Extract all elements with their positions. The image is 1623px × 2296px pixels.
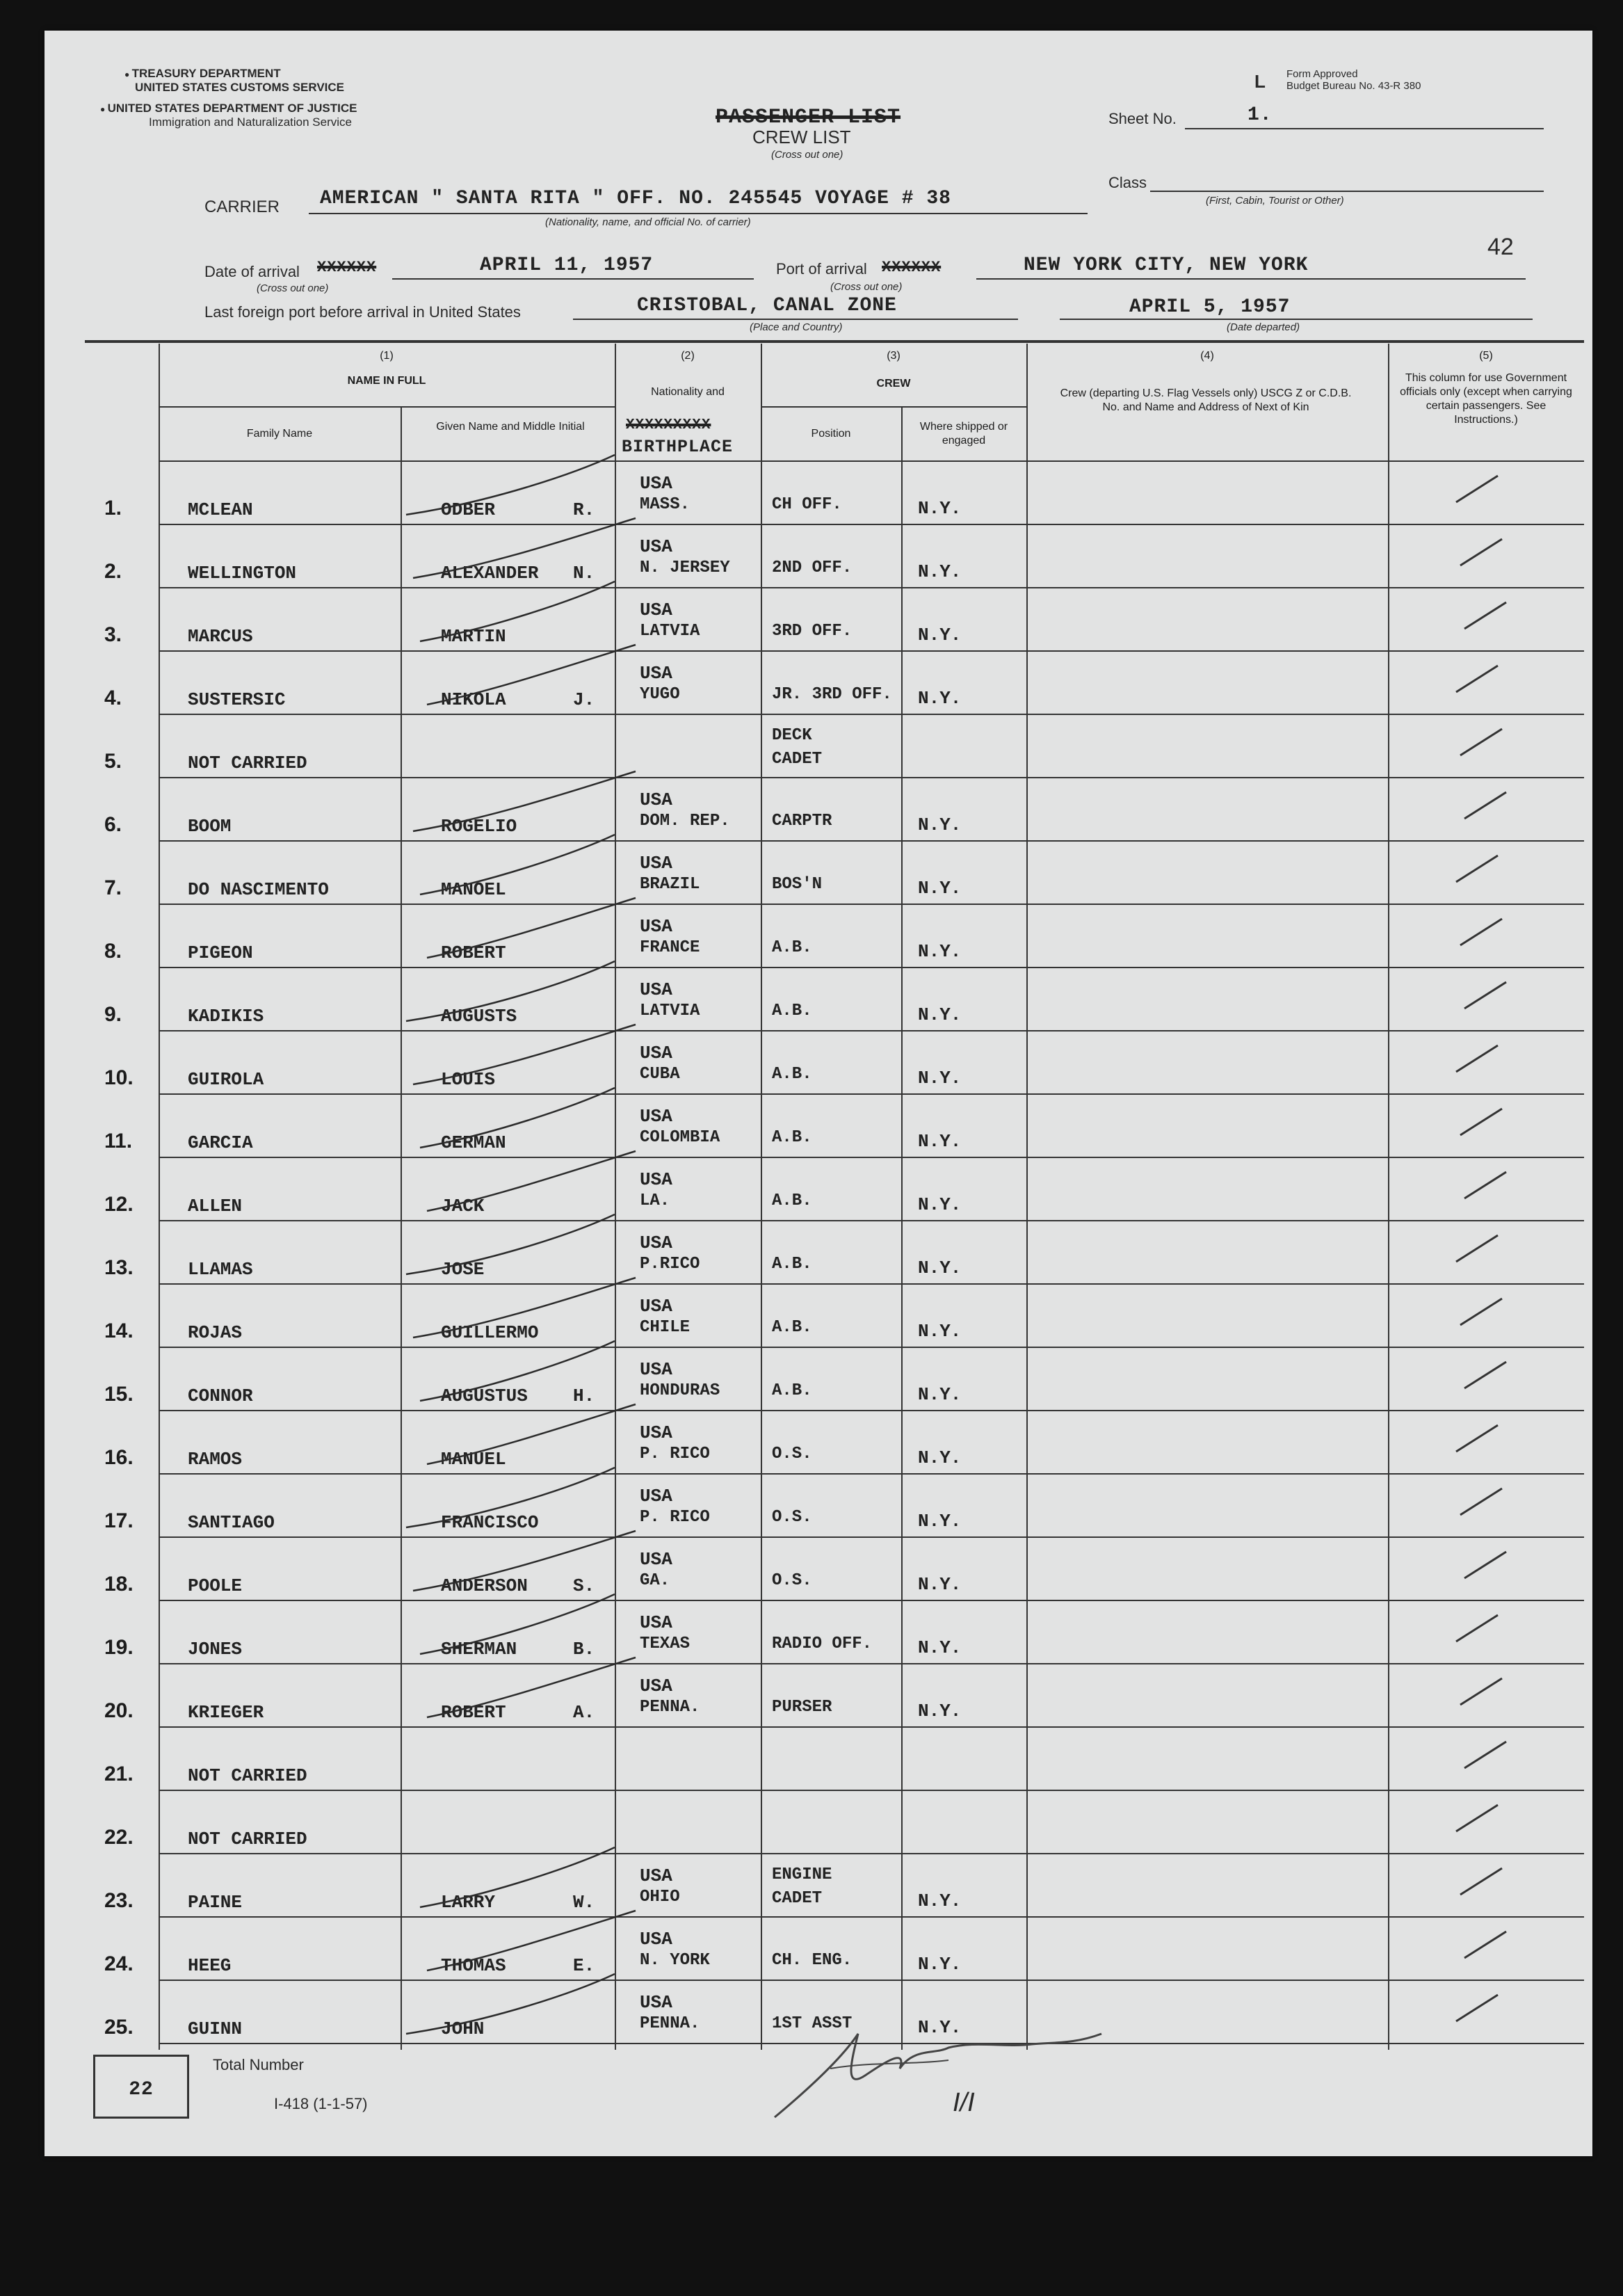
birthplace: P.RICO — [640, 1255, 700, 1274]
row-number: 6. — [104, 813, 122, 836]
date-arrival-label: Date of arrival — [204, 263, 300, 280]
row-number: 22. — [104, 1826, 134, 1849]
given-name: ROBERT — [441, 942, 506, 963]
agency-customs: UNITED STATES CUSTOMS SERVICE — [135, 81, 345, 94]
family-name: KRIEGER — [188, 1702, 264, 1723]
port-arrival-hint: (Cross out one) — [830, 281, 903, 293]
date-arrival-hint: (Cross out one) — [257, 282, 329, 294]
nationality: USA — [640, 1422, 672, 1443]
nationality: USA — [640, 1865, 672, 1886]
family-name: DO NASCIMENTO — [188, 879, 329, 900]
foreign-port-label: Last foreign port before arrival in United States — [204, 303, 521, 321]
row-number: 21. — [104, 1763, 134, 1785]
where-shipped: N.Y. — [918, 1447, 962, 1468]
given-name: ROBERT — [441, 1702, 506, 1723]
agency-treasury: ● TREASURY DEPARTMENT — [124, 67, 281, 80]
birthplace: YUGO — [640, 685, 680, 704]
family-name: PIGEON — [188, 942, 253, 963]
col-5-num: (5) — [1479, 350, 1493, 362]
given-name: THOMAS — [441, 1955, 506, 1976]
birthplace: P. RICO — [640, 1445, 710, 1463]
family-name: WELLINGTON — [188, 563, 297, 584]
nationality: USA — [640, 1929, 672, 1950]
birthplace: FRANCE — [640, 938, 700, 957]
nationality: USA — [640, 1359, 672, 1380]
given-name: ODBER — [441, 499, 496, 520]
birthplace: P. RICO — [640, 1508, 710, 1527]
carrier-hint: (Nationality, name, and official No. of carrier) — [545, 216, 751, 228]
birthplace: N. JERSEY — [640, 559, 730, 577]
position: A.B. — [772, 1381, 812, 1400]
col-2-num: (2) — [681, 350, 695, 362]
birthplace: PENNA. — [640, 1698, 700, 1717]
given-name: SHERMAN — [441, 1639, 517, 1660]
row-number: 15. — [104, 1383, 134, 1406]
row-number: 20. — [104, 1699, 134, 1722]
given-name: GERMAN — [441, 1132, 506, 1153]
port-arrival-label: Port of arrival — [776, 260, 867, 278]
nationality: USA — [640, 1676, 672, 1696]
where-shipped: N.Y. — [918, 1701, 962, 1721]
row-number: 2. — [104, 560, 122, 583]
initials: I/I — [953, 2088, 975, 2117]
family-name: KADIKIS — [188, 1006, 264, 1027]
position: A.B. — [772, 1128, 812, 1147]
position: O.S. — [772, 1445, 812, 1463]
family-name: NOT CARRIED — [188, 1829, 307, 1849]
position: A.B. — [772, 938, 812, 957]
position: RADIO OFF. — [772, 1635, 873, 1653]
title-struck: PASSENGER LIST — [716, 106, 901, 129]
birthplace: COLOMBIA — [640, 1128, 720, 1147]
family-name: POOLE — [188, 1575, 243, 1596]
position: JR. 3RD OFF. — [772, 685, 892, 704]
given-name: JOHN — [441, 2018, 485, 2039]
middle-initial: H. — [573, 1386, 595, 1406]
position: A.B. — [772, 1255, 812, 1274]
family-name: BOOM — [188, 816, 232, 837]
nationality: USA — [640, 473, 672, 494]
row-number: 23. — [104, 1889, 134, 1912]
position: A.B. — [772, 1002, 812, 1020]
row-number: 12. — [104, 1193, 134, 1216]
position: CARPTR — [772, 812, 832, 830]
position: CH. ENG. — [772, 1951, 853, 1970]
col-position: Position — [811, 428, 851, 440]
nationality: USA — [640, 1043, 672, 1063]
col-birthplace: BIRTHPLACE — [622, 437, 734, 457]
where-shipped: N.Y. — [918, 688, 962, 709]
given-name: MANUEL — [441, 1449, 506, 1470]
family-name: LLAMAS — [188, 1259, 253, 1280]
col-1-num: (1) — [380, 350, 394, 362]
row-number: 1. — [104, 497, 122, 520]
middle-initial: B. — [573, 1639, 595, 1660]
where-shipped: N.Y. — [918, 1321, 962, 1342]
position: ENGINE — [772, 1865, 832, 1884]
where-shipped: N.Y. — [918, 561, 962, 582]
class-hint: (First, Cabin, Tourist or Other) — [1206, 195, 1344, 207]
where-shipped: N.Y. — [918, 2017, 962, 2038]
nationality: USA — [640, 1992, 672, 2013]
given-name: FRANCISCO — [441, 1512, 539, 1533]
where-shipped: N.Y. — [918, 1511, 962, 1532]
col-3-num: (3) — [887, 350, 901, 362]
family-name: PAINE — [188, 1892, 243, 1913]
position: 1ST ASST — [772, 2014, 853, 2033]
row-number: 25. — [104, 2016, 134, 2039]
col-4-num: (4) — [1200, 350, 1214, 362]
form-mark: L — [1254, 71, 1266, 92]
where-shipped: N.Y. — [918, 1384, 962, 1405]
budget-bureau: Budget Bureau No. 43-R 380 — [1286, 80, 1421, 92]
position: O.S. — [772, 1571, 812, 1590]
middle-initial: N. — [573, 563, 595, 584]
where-shipped: N.Y. — [918, 625, 962, 645]
sheet-value: 1. — [1247, 104, 1273, 126]
birthplace: OHIO — [640, 1888, 680, 1906]
position-line-2: CADET — [772, 750, 823, 769]
given-name: LARRY — [441, 1892, 496, 1913]
where-shipped: N.Y. — [918, 1890, 962, 1911]
birthplace: CHILE — [640, 1318, 691, 1337]
given-name: JOSE — [441, 1259, 485, 1280]
birthplace: DOM. REP. — [640, 812, 730, 830]
birthplace: GA. — [640, 1571, 670, 1590]
nationality: USA — [640, 1296, 672, 1317]
col-given-name: Given Name and Middle Initial — [436, 421, 585, 433]
where-shipped: N.Y. — [918, 1954, 962, 1975]
position: 2ND OFF. — [772, 559, 853, 577]
family-name: ROJAS — [188, 1322, 243, 1343]
row-number: 14. — [104, 1319, 134, 1342]
family-name: RAMOS — [188, 1449, 243, 1470]
nationality: USA — [640, 536, 672, 557]
where-shipped: N.Y. — [918, 814, 962, 835]
port-struck: XXXXXX — [882, 259, 942, 276]
col-crew: CREW — [876, 378, 911, 390]
agency-justice: ● UNITED STATES DEPARTMENT OF JUSTICE — [100, 102, 357, 115]
departed-date-hint: (Date departed) — [1227, 321, 1300, 333]
family-name: SANTIAGO — [188, 1512, 275, 1533]
row-number: 3. — [104, 623, 122, 646]
given-name: AUGUSTS — [441, 1006, 517, 1027]
middle-initial: R. — [573, 499, 595, 520]
carrier-value: AMERICAN " SANTA RITA " OFF. NO. 245545 VOYAGE # 38 — [320, 188, 951, 209]
family-name: GUIROLA — [188, 1069, 264, 1090]
agency-ins: Immigration and Naturalization Service — [149, 115, 352, 129]
nationality: USA — [640, 1549, 672, 1570]
birthplace: CUBA — [640, 1065, 680, 1084]
row-number: 11. — [104, 1130, 133, 1153]
row-number: 16. — [104, 1446, 134, 1469]
nationality: USA — [640, 1486, 672, 1507]
given-name: ROGELIO — [441, 816, 517, 837]
col-next-of-kin: Crew (departing U.S. Flag Vessels only) USCG Z or C.D.B. No. and Name and Address of Next of Kin — [1060, 387, 1352, 413]
row-number: 4. — [104, 687, 122, 709]
where-shipped: N.Y. — [918, 941, 962, 962]
family-name: GARCIA — [188, 1132, 253, 1153]
form-number: I-418 (1-1-57) — [274, 2095, 368, 2112]
row-number: 18. — [104, 1573, 134, 1596]
middle-initial: S. — [573, 1575, 595, 1596]
page-mark: 42 — [1487, 234, 1514, 260]
birthplace: MASS. — [640, 495, 691, 514]
given-name: MANOEL — [441, 879, 506, 900]
row-number: 5. — [104, 750, 122, 773]
given-name: ALEXANDER — [441, 563, 539, 584]
col-where-shipped: Where shipped or engaged — [919, 421, 1008, 447]
port-arrival-value: NEW YORK CITY, NEW YORK — [1024, 255, 1309, 276]
birthplace: PENNA. — [640, 2014, 700, 2033]
nationality: USA — [640, 1612, 672, 1633]
position: 3RD OFF. — [772, 622, 853, 641]
family-name: GUINN — [188, 2018, 243, 2039]
nationality: USA — [640, 1169, 672, 1190]
given-name: AUGUSTUS — [441, 1386, 528, 1406]
where-shipped: N.Y. — [918, 878, 962, 899]
total-number: 22 — [129, 2079, 154, 2101]
col-official-use: This column for use Government officials only (except when carrying certain passengers. See Instructions.) — [1400, 372, 1572, 426]
row-number: 7. — [104, 876, 122, 899]
signature — [45, 31, 1592, 2156]
nationality: USA — [640, 916, 672, 937]
row-number: 13. — [104, 1256, 134, 1279]
nationality: USA — [640, 600, 672, 620]
birthplace: HONDURAS — [640, 1381, 720, 1400]
given-name: MARTIN — [441, 626, 506, 647]
foreign-port-hint: (Place and Country) — [750, 321, 843, 333]
family-name: HEEG — [188, 1955, 232, 1976]
nationality: USA — [640, 979, 672, 1000]
birthplace: LATVIA — [640, 1002, 700, 1020]
position: O.S. — [772, 1508, 812, 1527]
row-number: 10. — [104, 1066, 134, 1089]
given-name: NIKOLA — [441, 689, 506, 710]
where-shipped: N.Y. — [918, 1131, 962, 1152]
middle-initial: A. — [573, 1702, 595, 1723]
birthplace: N. YORK — [640, 1951, 710, 1970]
col-family-name: Family Name — [246, 428, 313, 440]
given-name: LOUIS — [441, 1069, 496, 1090]
where-shipped: N.Y. — [918, 498, 962, 519]
crew-list-document — [45, 31, 1592, 2156]
date-arrival-value: APRIL 11, 1957 — [480, 255, 654, 276]
col-struck: XXXXXXXXX — [626, 417, 711, 433]
foreign-port-value: CRISTOBAL, CANAL ZONE — [637, 295, 897, 316]
position: DECK — [772, 726, 812, 745]
title-crew-list: CREW LIST — [752, 127, 851, 147]
position: PURSER — [772, 1698, 832, 1717]
sheet-label: Sheet No. — [1108, 110, 1177, 127]
birthplace: LA. — [640, 1191, 670, 1210]
col-1-title: NAME IN FULL — [347, 375, 426, 387]
family-name: MARCUS — [188, 626, 253, 647]
family-name: MCLEAN — [188, 499, 253, 520]
family-name: JONES — [188, 1639, 243, 1660]
nationality: USA — [640, 789, 672, 810]
where-shipped: N.Y. — [918, 1637, 962, 1658]
carrier-label: CARRIER — [204, 198, 280, 216]
title-hint: (Cross out one) — [771, 149, 843, 161]
nationality: USA — [640, 1106, 672, 1127]
birthplace: BRAZIL — [640, 875, 700, 894]
position: BOS'N — [772, 875, 823, 894]
family-name: ALLEN — [188, 1196, 243, 1217]
where-shipped: N.Y. — [918, 1574, 962, 1595]
col-nationality: Nationality and — [651, 386, 725, 398]
row-number: 17. — [104, 1509, 134, 1532]
position: A.B. — [772, 1318, 812, 1337]
position: CH OFF. — [772, 495, 842, 514]
middle-initial: W. — [573, 1892, 595, 1913]
birthplace: TEXAS — [640, 1635, 691, 1653]
row-number: 19. — [104, 1636, 134, 1659]
where-shipped: N.Y. — [918, 1258, 962, 1278]
total-label: Total Number — [213, 2056, 304, 2073]
position-line-2: CADET — [772, 1889, 823, 1908]
row-number: 24. — [104, 1952, 134, 1975]
given-name: ANDERSON — [441, 1575, 528, 1596]
nationality: USA — [640, 1233, 672, 1253]
departed-date-value: APRIL 5, 1957 — [1129, 296, 1291, 318]
middle-initial: J. — [573, 689, 595, 710]
family-name: SUSTERSIC — [188, 689, 286, 710]
form-approved: Form Approved — [1286, 68, 1358, 80]
position: A.B. — [772, 1191, 812, 1210]
given-name: GUILLERMO — [441, 1322, 539, 1343]
class-label: Class — [1108, 174, 1147, 191]
where-shipped: N.Y. — [918, 1068, 962, 1089]
given-name: JACK — [441, 1196, 485, 1217]
position: A.B. — [772, 1065, 812, 1084]
where-shipped: N.Y. — [918, 1194, 962, 1215]
birthplace: LATVIA — [640, 622, 700, 641]
date-struck: XXXXXX — [317, 259, 377, 276]
family-name: NOT CARRIED — [188, 753, 307, 773]
middle-initial: E. — [573, 1955, 595, 1976]
family-name: NOT CARRIED — [188, 1765, 307, 1786]
family-name: CONNOR — [188, 1386, 253, 1406]
nationality: USA — [640, 663, 672, 684]
nationality: USA — [640, 853, 672, 874]
row-number: 8. — [104, 940, 122, 963]
where-shipped: N.Y. — [918, 1004, 962, 1025]
row-number: 9. — [104, 1003, 122, 1026]
